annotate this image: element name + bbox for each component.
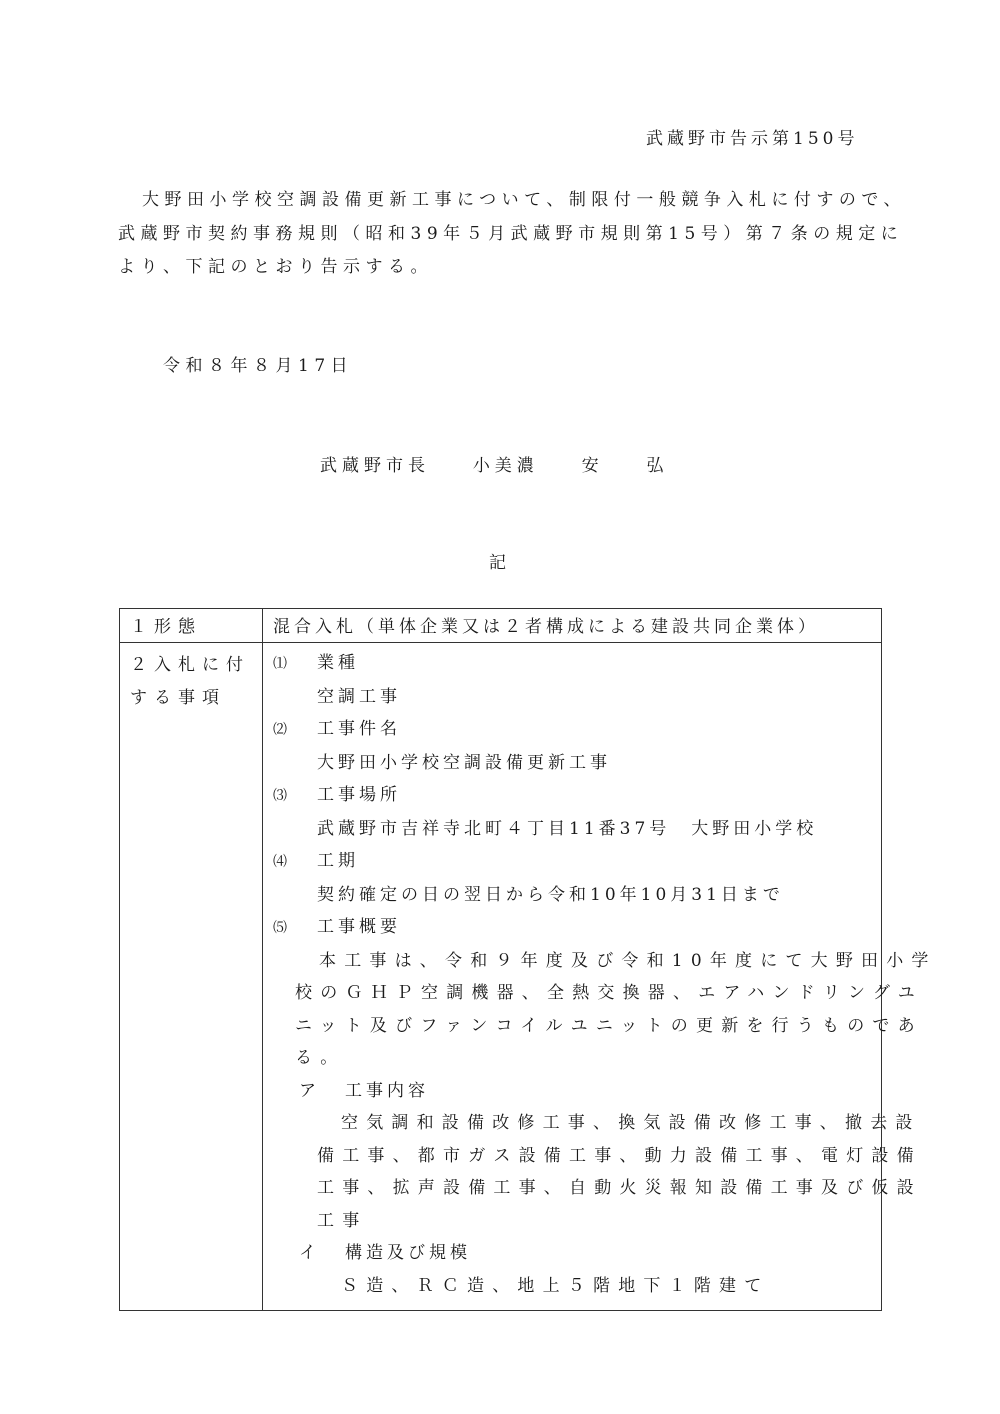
preamble-line: 武蔵野市契約事務規則（昭和39年５月武蔵野市規則第15号）第７条の規定に — [118, 223, 904, 244]
item-heading — [273, 779, 871, 813]
item-title: 工事概要 — [317, 917, 401, 937]
item-value: 空調工事 — [317, 686, 401, 707]
row-label: ２入札に付する事項 — [130, 655, 250, 708]
signatory-surname: 小美濃 — [472, 456, 539, 476]
table-row — [120, 609, 882, 643]
details-table — [119, 608, 937, 1311]
sub-item-line: 工事、拡声設備工事、自動火災報知設備工事及び仮設 — [317, 1178, 922, 1198]
item-number: ⑴ — [273, 656, 287, 672]
sub-item-text — [273, 1270, 871, 1303]
item-number: ⑷ — [273, 854, 287, 870]
notice-number: 武蔵野市告示第150号 — [646, 129, 859, 149]
sub-item-line: Ｓ造、ＲＣ造、地上５階地下１階建て — [341, 1275, 770, 1296]
preamble-line: より、下記のとおり告示する。 — [118, 257, 433, 277]
row-content: 混合入札（単体企業又は２者構成による建設共同企業体） — [273, 617, 819, 637]
overview-line: ニット及びファンコイルユニットの更新を行うものであ — [295, 1015, 923, 1036]
sub-item-line: 工事 — [317, 1210, 368, 1231]
notice-date: 令和８年８月17日 — [163, 356, 354, 376]
item-value: 契約確定の日の翌日から令和10年10月31日まで — [317, 884, 784, 905]
signatory — [320, 451, 668, 476]
item-title: 工事場所 — [317, 785, 401, 805]
row-content-cell — [263, 643, 937, 1311]
sub-item-mark: イ — [299, 1243, 316, 1263]
item-number: ⑸ — [273, 920, 287, 936]
overview-line: る。 — [295, 1048, 346, 1068]
sub-item-line: 備工事、都市ガス設備工事、動力設備工事、電灯設備 — [317, 1145, 922, 1166]
sub-item-text — [273, 1107, 922, 1237]
item-heading — [273, 647, 871, 681]
row-label-cell — [120, 643, 263, 1311]
sub-item-heading — [273, 1075, 871, 1108]
overview-text — [273, 945, 937, 1075]
preamble-line: 大野田小学校空調設備更新工事について、制限付一般競争入札に付すので、 — [142, 190, 906, 210]
signatory-title: 武蔵野市長 — [320, 456, 430, 476]
sub-item-title: 工事内容 — [345, 1080, 429, 1101]
item-title: 工事件名 — [317, 719, 401, 739]
item-title: 業種 — [317, 653, 359, 673]
item-number: ⑶ — [273, 788, 287, 804]
sub-item-line: 空気調和設備改修工事、換気設備改修工事、撤去設 — [341, 1113, 921, 1133]
item-value: 武蔵野市吉祥寺北町４丁目11番37号 大野田小学校 — [317, 818, 818, 839]
item-number: ⑵ — [273, 722, 287, 738]
preamble — [118, 184, 908, 285]
table-row — [120, 643, 882, 1311]
overview-line: 本工事は、令和９年度及び令和10年度にて大野田小学 — [319, 950, 937, 971]
row-content-cell — [263, 609, 882, 643]
item-heading — [273, 911, 871, 945]
ki-heading: 記 — [489, 553, 506, 573]
overview-line: 校のＧＨＰ空調機器、全熱交換器、エアハンドリングユ — [295, 983, 923, 1003]
item-value: 大野田小学校空調設備更新工事 — [317, 752, 611, 773]
signatory-given-name-1: 安 — [581, 456, 604, 476]
sub-item-mark: ア — [299, 1080, 316, 1101]
signatory-given-name-2: 弘 — [646, 456, 669, 476]
item-title: 工期 — [317, 851, 359, 871]
item-heading — [273, 845, 871, 879]
item-heading — [273, 713, 871, 747]
item-list — [263, 643, 937, 1310]
row-label: １形態 — [130, 617, 202, 637]
sub-item-title: 構造及び規模 — [345, 1243, 471, 1263]
sub-item-heading — [273, 1237, 871, 1270]
row-label-cell — [120, 609, 263, 643]
